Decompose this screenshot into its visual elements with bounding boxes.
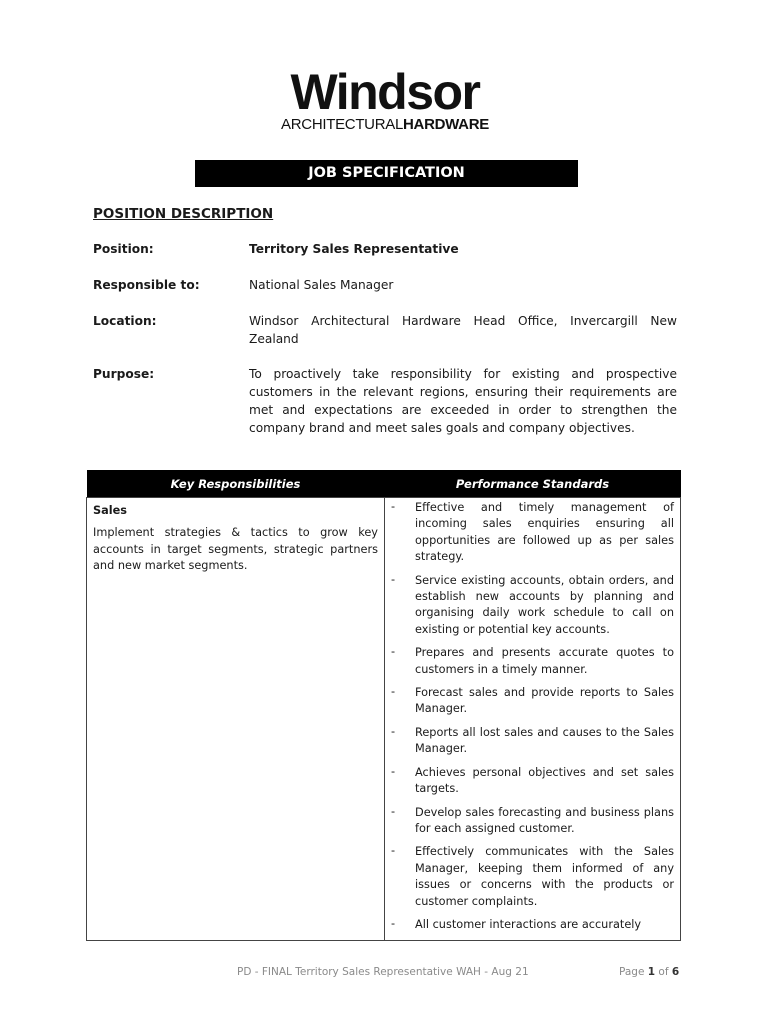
responsibility-heading: Sales: [93, 504, 128, 517]
responsibilities-table: [86, 470, 681, 941]
list-item-text: Reports all lost sales and causes to the Sales Manager.: [415, 725, 674, 756]
standards-cell: [385, 498, 681, 941]
page-word: Page: [619, 966, 645, 978]
purpose-label: Purpose:: [93, 367, 155, 381]
list-item-dash: -: [391, 844, 396, 858]
standards-list: [385, 500, 674, 933]
performance-standards-header: Performance Standards: [385, 470, 681, 498]
list-item: [385, 805, 674, 838]
list-item-dash: -: [391, 572, 396, 586]
list-item: [385, 844, 674, 910]
page-current: 1: [647, 966, 656, 978]
list-item-text: Prepares and presents accurate quotes to customers in a timely manner.: [415, 646, 674, 676]
list-item-text: All customer interactions are accurately: [415, 917, 642, 931]
list-item-dash: -: [391, 916, 396, 930]
logo-sub-regular: ARCHITECTURAL: [281, 116, 403, 133]
list-item-dash: -: [391, 804, 396, 818]
footer-document-name: PD - FINAL Territory Sales Representative WAH - Aug 21: [237, 966, 529, 978]
responsible-to-value: National Sales Manager: [249, 278, 394, 292]
list-item-dash: -: [391, 500, 396, 513]
position-description-heading: POSITION DESCRIPTION: [93, 206, 274, 222]
list-item: [385, 645, 674, 678]
list-item-dash: -: [391, 645, 396, 659]
list-item-text: Service existing accounts, obtain orders, and establish new accounts by planning and organising daily work schedule to call on existing or potential key accounts.: [415, 573, 674, 636]
list-item-text: Forecast sales and provide reports to Sales Manager.: [415, 686, 674, 716]
responsibility-text: Implement strategies & tactics to grow key accounts in target segments, strategic partners and new market segments.: [93, 526, 378, 572]
list-item-text: Develop sales forecasting and business plans for each assigned customer.: [415, 805, 674, 835]
list-item: [385, 917, 674, 933]
logo-wordmark: Windsor: [290, 64, 480, 120]
responsible-to-label: Responsible to:: [93, 278, 200, 292]
list-item: [385, 500, 674, 566]
position-label: Position:: [93, 242, 154, 256]
list-item-text: Achieves personal objectives and set sales targets.: [415, 765, 674, 796]
page-total: 6: [671, 966, 680, 978]
job-specification-banner: JOB SPECIFICATION: [195, 160, 578, 187]
page-of: of: [658, 966, 669, 978]
key-responsibilities-header: Key Responsibilities: [87, 470, 385, 498]
table-header-row: [87, 470, 681, 498]
purpose-value: To proactively take responsibility for existing and prospective customers in the relevant regions, ensuring their requirements are met and expectations are exceeded in order to strengthen the company brand and meet sales goals and company objectives.: [249, 367, 677, 435]
list-item-dash: -: [391, 685, 396, 699]
list-item: [385, 725, 674, 758]
list-item-text: Effective and timely management of incoming sales enquiries ensuring all opportunities are followed up as per sales strategy.: [415, 501, 674, 564]
list-item: [385, 573, 674, 639]
list-item: [385, 685, 674, 718]
list-item: [385, 765, 674, 798]
list-item-dash: -: [391, 724, 396, 738]
footer-page-number: [619, 966, 679, 978]
logo-subtitle: [265, 116, 505, 133]
position-value: Territory Sales Representative: [249, 242, 459, 256]
logo-sub-bold: HARDWARE: [403, 116, 489, 133]
location-label: Location:: [93, 314, 157, 328]
list-item-text: Effectively communicates with the Sales Manager, keeping them informed of any issues or concerns with the products or customer complaints.: [415, 845, 674, 908]
list-item-dash: -: [391, 764, 396, 778]
location-value: Windsor Architectural Hardware Head Office, Invercargill New Zealand: [249, 314, 677, 346]
windsor-logo: [265, 64, 505, 133]
table-row: [87, 498, 681, 941]
responsibility-cell: [87, 498, 385, 941]
